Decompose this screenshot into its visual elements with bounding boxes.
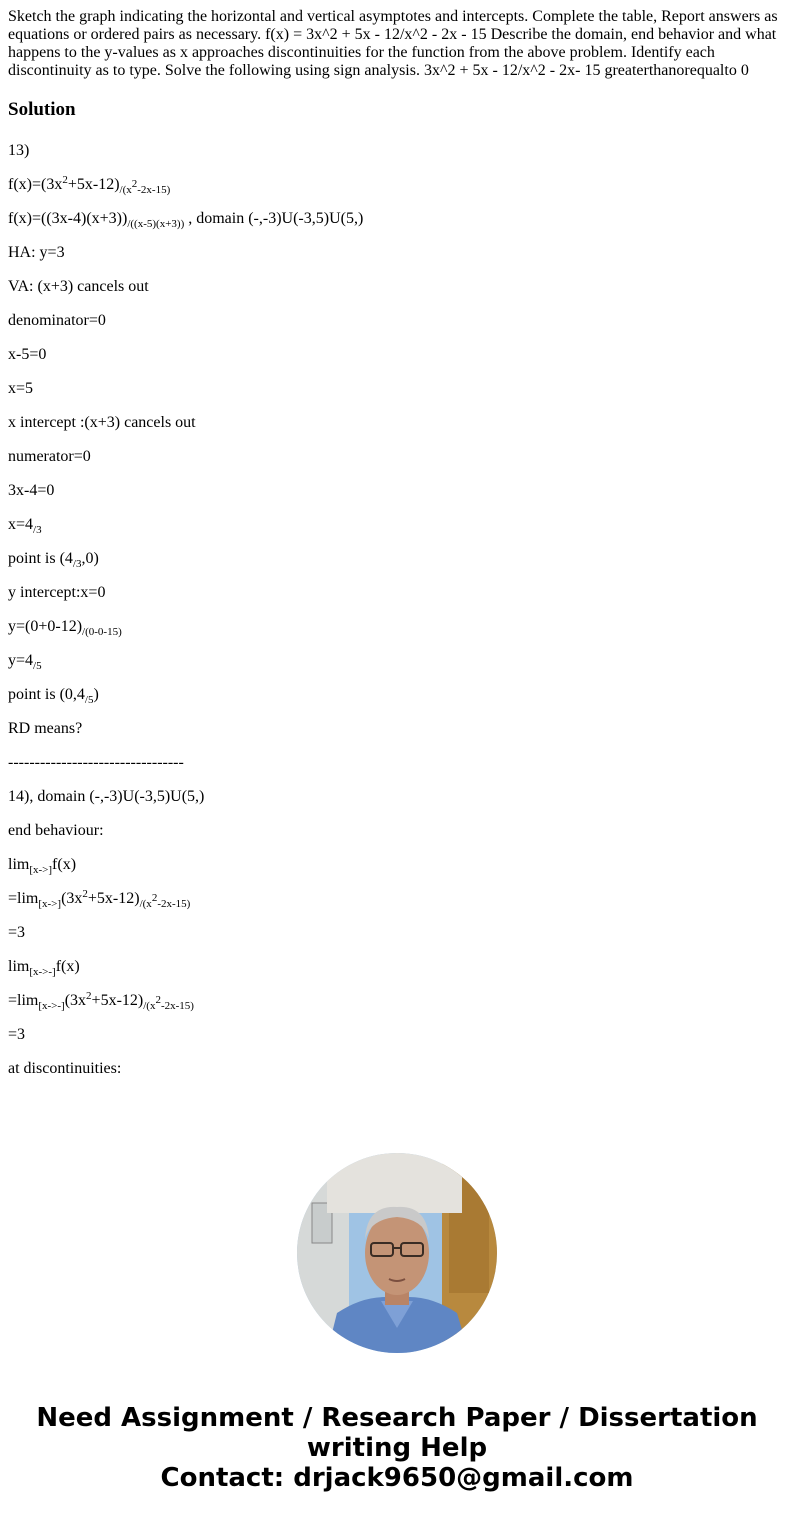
limit-positive-result: =3 (8, 924, 26, 941)
promo-line-1: Need Assignment / Research Paper / Dissertation (36, 1403, 758, 1433)
solution-document (8, 0, 786, 1122)
factored-function: $f(x)=((3x-4)(x+3))_{/((x-5)(x+3))}$ , domain (-,-3)U(-3,5)U(5,) (8, 210, 364, 230)
promo-banner (0, 1403, 794, 1493)
problem-14-domain: 14), domain (-,-3)U(-3,5)U(5,) (8, 788, 205, 805)
y-intercept-point: point is $(0,4_{/5})$ (8, 686, 99, 706)
x-intercept-note: x intercept :(x+3) cancels out (8, 414, 196, 431)
horizontal-asymptote: HA: y=3 (8, 244, 65, 261)
tutor-avatar (297, 1153, 497, 1353)
limit-positive: $\lim_{[x->]}f(x)$ (8, 856, 77, 876)
problem-13-label: 13) (8, 142, 30, 159)
end-behaviour-heading: end behaviour: (8, 822, 104, 839)
divider-line: --------------------------------- (8, 754, 184, 771)
limit-negative-result: =3 (8, 1026, 26, 1043)
question-text: Sketch the graph indicating the horizontal and vertical asymptotes and intercepts. Complete the table, Report answers as equations or ordered pairs as necessary. f(x) = 3x^2 + 5x - 12/x^2 - 2x - 15 Describe the domain, end behavior and what happens to the y-values as x approaches discontinuities for the function from the above problem. Identify each discontinuity as to type. Solve the following using sign analysis. 3x^2 + 5x - 12/x^2 - 2x- 15 greaterthanorequalto 0 (8, 8, 778, 79)
numerator-step: numerator=0 (8, 448, 91, 465)
limit-negative-expression: $=\lim_{[x->-]}(3x^2+5x-12)_{/(x^2-2x-15)}$ (8, 990, 194, 1012)
numerator-equation: 3x-4=0 (8, 482, 55, 499)
x-intercept-value: $x=4_{/3}$ (8, 516, 42, 536)
denominator-equation: x-5=0 (8, 346, 47, 363)
y-intercept-value: $y=4_{/5}$ (8, 652, 42, 672)
tutor-portrait (297, 1153, 497, 1353)
function-definition: $f(x)=(3x^2+5x-12)_{/(x^2-2x-15)}$ (8, 174, 171, 196)
limit-positive-expression: $=\lim_{[x->]}(3x^2+5x-12)_{/(x^2-2x-15)}$ (8, 888, 191, 910)
vertical-asymptote-note: VA: (x+3) cancels out (8, 278, 149, 295)
discontinuities-heading: at discontinuities: (8, 1060, 122, 1077)
vertical-asymptote-value: x=5 (8, 380, 34, 397)
limit-negative: $\lim_{[x->-]}f(x)$ (8, 958, 80, 978)
y-intercept-substitution: $y=(0+0-12)_{/(0-0-15)}$ (8, 618, 122, 638)
denominator-step: denominator=0 (8, 312, 106, 329)
promo-line-2: writing Help (306, 1433, 488, 1463)
promo-contact: Contact: drjack9650@gmail.com (160, 1463, 634, 1493)
x-intercept-point: point is $(4_{/3},0)$ (8, 550, 99, 570)
rd-question: RD means? (8, 720, 83, 737)
solution-heading: Solution (8, 99, 76, 120)
y-intercept-note: y intercept:x=0 (8, 584, 106, 601)
